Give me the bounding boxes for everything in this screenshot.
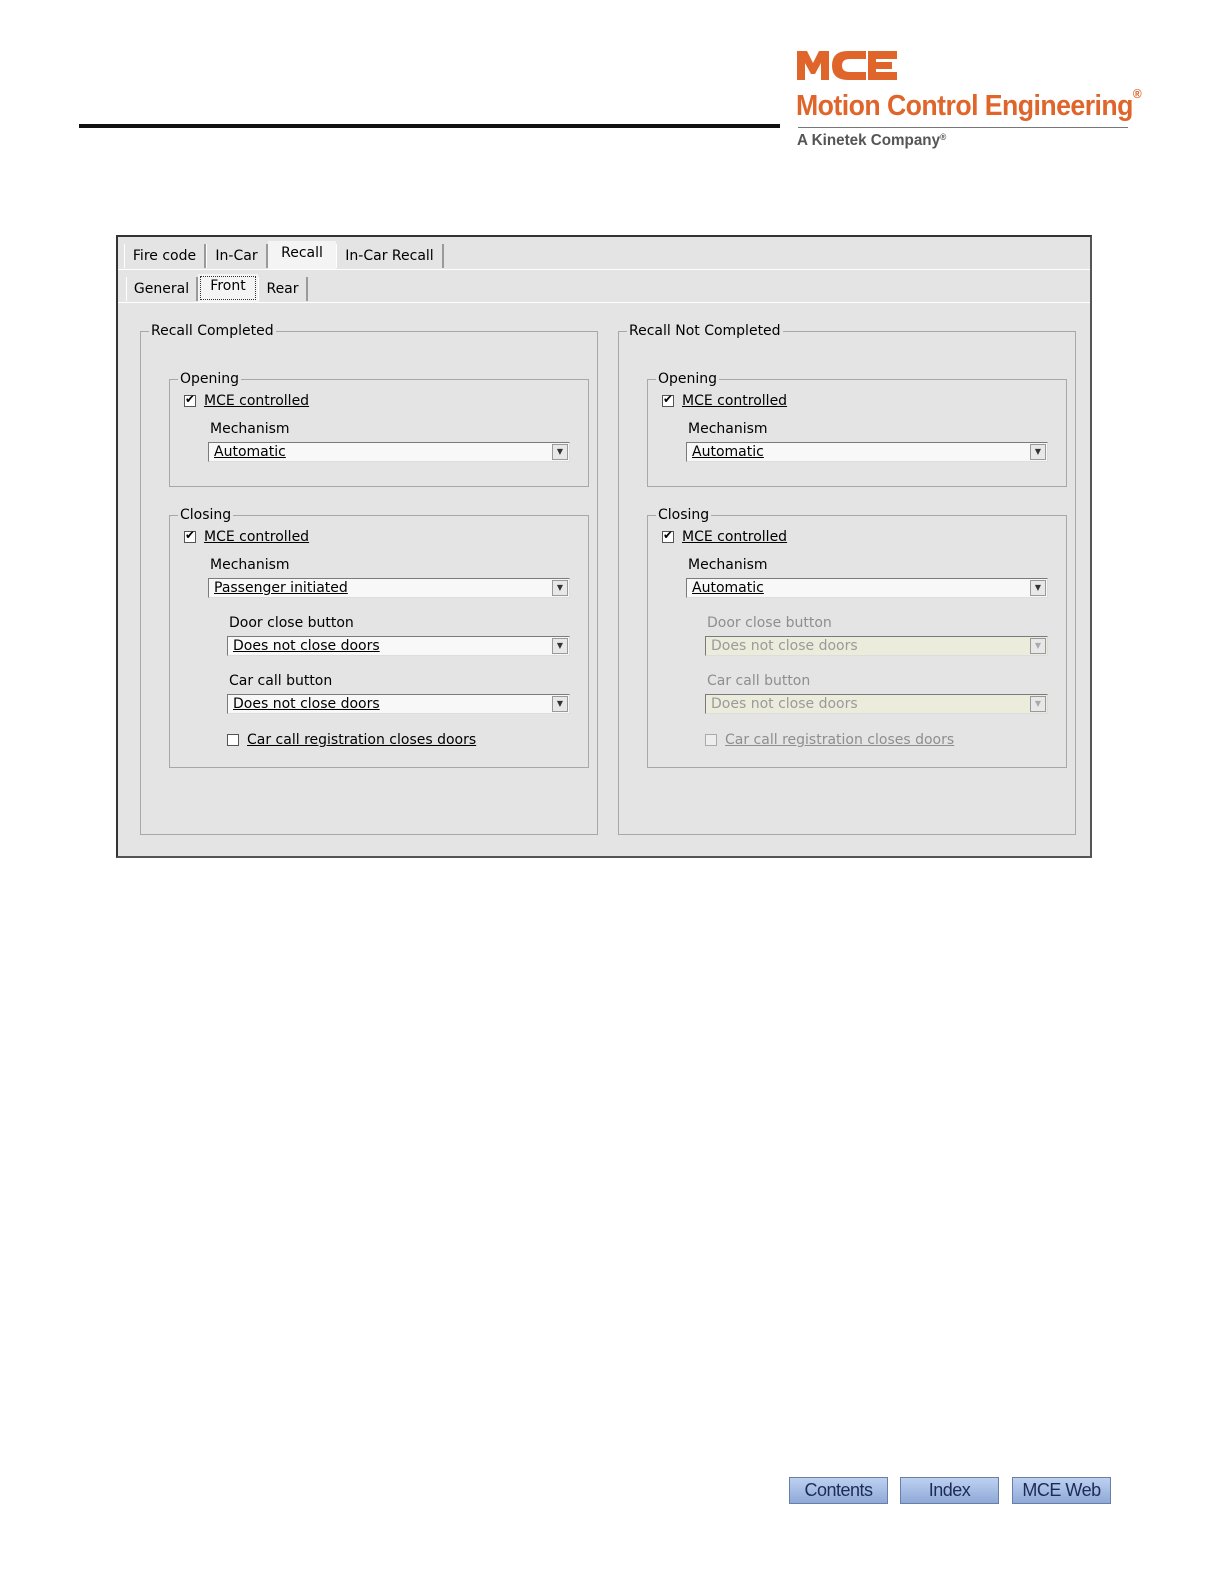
opening-group	[647, 371, 1067, 487]
recall-completed-group	[140, 323, 598, 835]
tab-in-car[interactable]: In-Car	[206, 244, 268, 268]
tab-general[interactable]: General	[126, 277, 198, 301]
group-title: Closing	[180, 507, 232, 523]
group-title: Recall Completed	[151, 323, 274, 339]
mce-logo-mark	[796, 48, 898, 82]
checkbox[interactable]	[662, 531, 674, 543]
select-value: Does not close doors	[711, 696, 858, 712]
chevron-down-icon[interactable]: ▼	[552, 696, 568, 712]
select-value: Automatic	[214, 444, 286, 460]
tab-in-car-recall[interactable]: In-Car Recall	[336, 244, 444, 268]
chevron-down-icon[interactable]: ▼	[552, 638, 568, 654]
brand-name: Motion Control Engineering®	[796, 86, 1142, 122]
brand-subtitle: A Kinetek Company®	[797, 132, 947, 149]
group-title: Recall Not Completed	[629, 323, 781, 339]
checkbox-label: MCE controlled	[682, 393, 788, 409]
tab-recall[interactable]: Recall	[268, 241, 336, 269]
opening-mce-controlled[interactable]	[662, 393, 787, 409]
group-title: Opening	[180, 371, 240, 387]
checkbox[interactable]	[184, 531, 196, 543]
recall-not-completed-group	[618, 323, 1076, 835]
header-rule	[79, 124, 780, 128]
mechanism-label: Mechanism	[688, 557, 768, 573]
car-call-select[interactable]	[227, 694, 570, 714]
select-value: Passenger initiated	[214, 580, 348, 596]
mce-logo	[796, 48, 1141, 156]
chevron-down-icon: ▼	[1030, 696, 1046, 712]
registration-closes-doors[interactable]	[227, 732, 476, 748]
group-title: Opening	[658, 371, 718, 387]
door-close-label: Door close button	[707, 615, 832, 631]
select-value: Does not close doors	[233, 696, 380, 712]
car-call-label: Car call button	[707, 673, 811, 689]
contents-button[interactable]: Contents	[789, 1477, 888, 1504]
sub-tab-row	[118, 274, 1090, 304]
select-value: Does not close doors	[711, 638, 858, 654]
opening-group	[169, 371, 589, 487]
brand-rule	[798, 127, 1128, 128]
car-call-select	[705, 694, 1048, 714]
closing-group	[169, 507, 589, 768]
chevron-down-icon[interactable]: ▼	[552, 444, 568, 460]
checkbox	[705, 734, 717, 746]
car-call-label: Car call button	[229, 673, 333, 689]
door-close-label: Door close button	[229, 615, 354, 631]
checkbox-label: MCE controlled	[682, 529, 788, 545]
closing-mce-controlled[interactable]	[184, 529, 309, 545]
index-button[interactable]: Index	[900, 1477, 999, 1504]
tab-front[interactable]: Front	[198, 274, 258, 302]
group-title: Closing	[658, 507, 710, 523]
closing-group	[647, 507, 1067, 768]
chevron-down-icon[interactable]: ▼	[1030, 444, 1046, 460]
checkbox-label: MCE controlled	[204, 529, 310, 545]
opening-mce-controlled[interactable]	[184, 393, 309, 409]
chevron-down-icon: ▼	[1030, 638, 1046, 654]
chevron-down-icon[interactable]: ▼	[552, 580, 568, 596]
closing-mechanism-select[interactable]	[208, 578, 570, 598]
door-close-select	[705, 636, 1048, 656]
opening-mechanism-select[interactable]	[686, 442, 1048, 462]
tab-fire-code[interactable]: Fire code	[124, 244, 206, 268]
checkbox[interactable]	[662, 395, 674, 407]
select-value: Automatic	[692, 580, 764, 596]
mechanism-label: Mechanism	[210, 421, 290, 437]
door-close-select[interactable]	[227, 636, 570, 656]
checkbox[interactable]	[184, 395, 196, 407]
mce-web-button[interactable]: MCE Web	[1012, 1477, 1111, 1504]
checkbox-label: Car call registration closes doors	[725, 732, 955, 748]
registration-closes-doors	[705, 732, 954, 748]
checkbox-label: Car call registration closes doors	[247, 732, 477, 748]
chevron-down-icon[interactable]: ▼	[1030, 580, 1046, 596]
opening-mechanism-select[interactable]	[208, 442, 570, 462]
recall-settings-dialog	[116, 235, 1092, 858]
closing-mechanism-select[interactable]	[686, 578, 1048, 598]
checkbox-label: MCE controlled	[204, 393, 310, 409]
select-value: Does not close doors	[233, 638, 380, 654]
tab-rear[interactable]: Rear	[258, 277, 308, 301]
sub-tab-divider	[118, 302, 1090, 303]
closing-mce-controlled[interactable]	[662, 529, 787, 545]
checkbox[interactable]	[227, 734, 239, 746]
main-tab-row	[118, 241, 1090, 271]
mechanism-label: Mechanism	[210, 557, 290, 573]
tab-divider	[118, 269, 1090, 270]
mechanism-label: Mechanism	[688, 421, 768, 437]
select-value: Automatic	[692, 444, 764, 460]
